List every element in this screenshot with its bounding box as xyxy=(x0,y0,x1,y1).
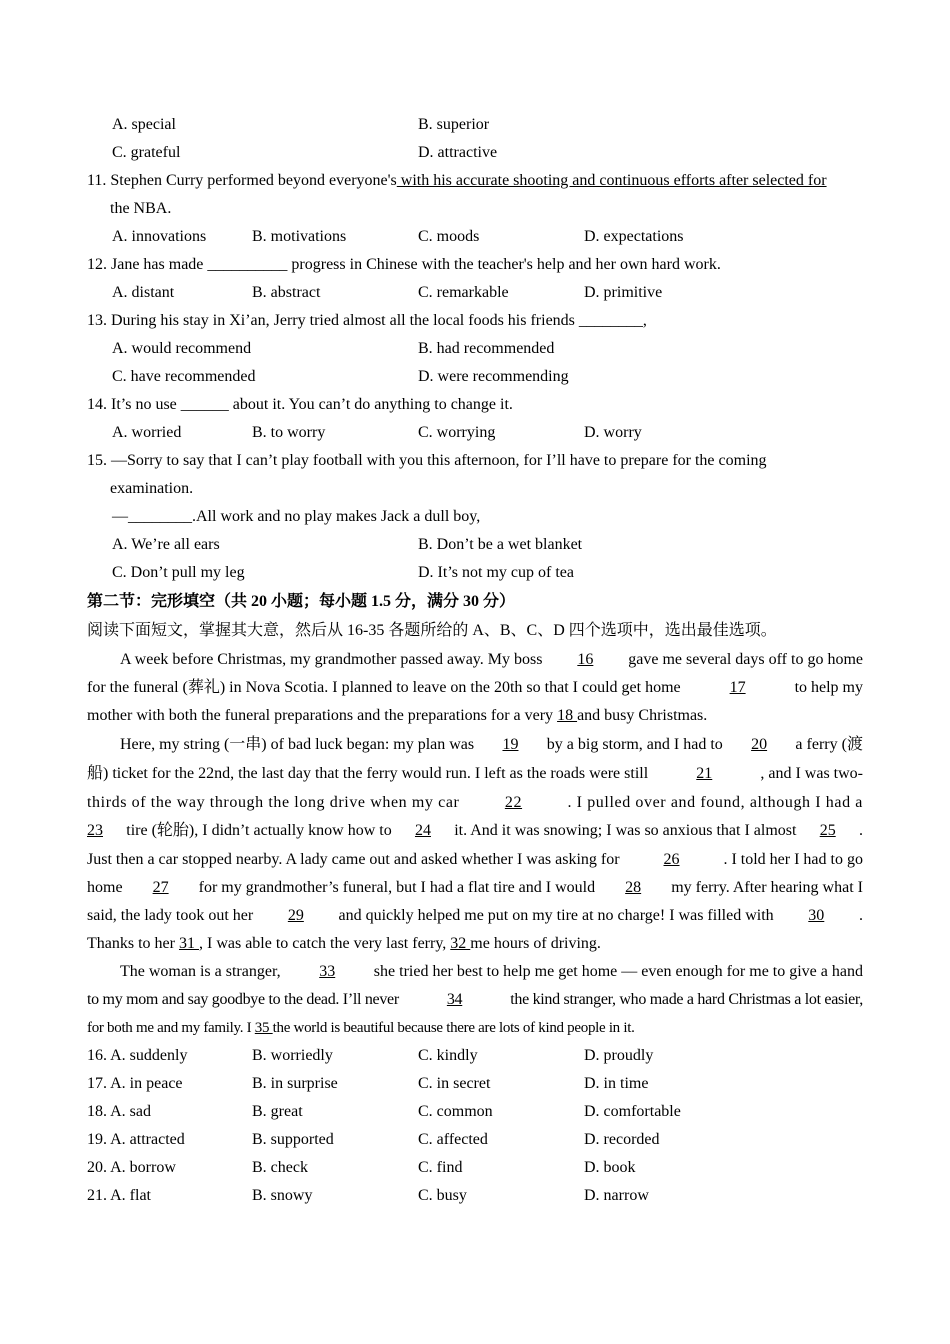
q15-stem-line2: examination. xyxy=(110,480,194,497)
blank-18: 18 xyxy=(557,707,578,724)
passage-line: 船) ticket for the 22nd, the last day that the ferry would run. I left as the roads were still 21 , and I was two- xyxy=(0,760,950,788)
q14-stem-text: 14. It’s no use ______ about it. You can’t do anything to change it. xyxy=(87,396,513,413)
q15-stem-text: 15. —Sorry to say that I can’t play football with you this afternoon, for I’ll have to prepare for the coming xyxy=(87,452,767,469)
q10-options-row1 xyxy=(0,111,950,139)
option-c: C. in secret xyxy=(418,1075,491,1092)
option-d: D. were recommending xyxy=(418,368,569,385)
option-a: 16. A. suddenly xyxy=(87,1047,188,1064)
passage-line: for both me and my family. I 35 the world is beautiful because there are lots of kind people in it. xyxy=(87,1020,635,1036)
passage-line: A week before Christmas, my grandmother passed away. My boss 16 gave me several days off to go home xyxy=(0,646,950,674)
options-row-17 xyxy=(0,1070,950,1098)
q11-stem-part1: 11. Stephen Curry performed beyond everyone's xyxy=(87,172,397,189)
option-d: D. worry xyxy=(584,424,642,441)
blank-31: 31 xyxy=(178,935,199,952)
option-c: C. kindly xyxy=(418,1047,478,1064)
option-c: C. busy xyxy=(418,1187,467,1204)
passage-line: said, the lady took out her 29 and quickly helped me put on my tire at no charge! I was filled with 30 . xyxy=(0,902,950,930)
options-row-18 xyxy=(0,1098,950,1126)
blank-19: 19 xyxy=(502,736,519,753)
option-b: B. had recommended xyxy=(418,340,555,357)
option-d: D. recorded xyxy=(584,1131,660,1148)
q14-options xyxy=(0,419,950,447)
option-a: 19. A. attracted xyxy=(87,1131,185,1148)
option-a: A. special xyxy=(112,116,176,133)
q12-stem xyxy=(0,251,950,279)
option-b: B. abstract xyxy=(252,284,321,301)
passage-line: Here, my string (一串) of bad luck began: my plan was 19 by a big storm, and I had to 20 a ferry (渡 xyxy=(0,731,950,759)
q15-options-row1 xyxy=(0,531,950,559)
blank-32: 32 xyxy=(450,935,471,952)
option-b: B. check xyxy=(252,1159,308,1176)
section-title: 第二节：完形填空（共 20 小题；每小题 1.5 分，满分 30 分） xyxy=(87,593,516,610)
blank-28: 28 xyxy=(625,879,642,896)
option-d: D. It’s not my cup of tea xyxy=(418,564,574,581)
option-a: A. would recommend xyxy=(112,340,252,357)
option-c: C. worrying xyxy=(418,424,496,441)
option-b: B. to worry xyxy=(252,424,326,441)
option-c: C. have recommended xyxy=(112,368,256,385)
q13-options-row2 xyxy=(0,363,950,391)
option-d: D. book xyxy=(584,1159,636,1176)
q13-options-row1 xyxy=(0,335,950,363)
option-b: B. supported xyxy=(252,1131,334,1148)
blank-34: 34 xyxy=(446,991,463,1008)
option-a: A. distant xyxy=(112,284,175,301)
section-instruction-row xyxy=(0,617,950,645)
passage-line: Just then a car stopped nearby. A lady came out and asked whether I was asking for 26 . I told her I had to go xyxy=(0,846,950,874)
option-c: C. moods xyxy=(418,228,480,245)
option-c: C. common xyxy=(418,1103,493,1120)
blank-23: 23 xyxy=(87,822,103,839)
option-a: 21. A. flat xyxy=(87,1187,151,1204)
option-c: C. find xyxy=(418,1159,463,1176)
q12-options xyxy=(0,279,950,307)
q13-stem xyxy=(0,307,950,335)
passage-line: for the funeral (葬礼) in Nova Scotia. I planned to leave on the 20th so that I could get home 17 to help my xyxy=(0,674,950,702)
blank-22: 22 xyxy=(504,794,523,811)
option-d: D. attractive xyxy=(418,144,498,161)
option-a: A. worried xyxy=(112,424,182,441)
option-d: D. primitive xyxy=(584,284,663,301)
option-d: D. proudly xyxy=(584,1047,654,1064)
option-a: A. innovations xyxy=(112,228,207,245)
q12-stem-text: 12. Jane has made __________ progress in Chinese with the teacher's help and her own hard work. xyxy=(87,256,721,273)
blank-17: 17 xyxy=(729,679,746,696)
options-row-16 xyxy=(0,1042,950,1070)
passage-line: Thanks to her 31 , I was able to catch the very last ferry, 32 me hours of driving. xyxy=(87,935,601,952)
passage-line: mother with both the funeral preparations and the preparations for a very 18 and busy Christmas. xyxy=(87,707,708,724)
passage-line: to my mom and say goodbye to the dead. I’ll never 34 the kind stranger, who made a hard Christmas a lot easier, xyxy=(0,986,950,1014)
option-b: B. motivations xyxy=(252,228,347,245)
option-b: B. Don’t be a wet blanket xyxy=(418,536,583,553)
q11-stem xyxy=(0,167,950,195)
options-row-20 xyxy=(0,1154,950,1182)
option-d: D. comfortable xyxy=(584,1103,681,1120)
passage-line: thirds of the way through the long drive when my car 22 . I pulled over and found, although I had a xyxy=(0,789,950,817)
passage-line: home 27 for my grandmother’s funeral, but I had a flat tire and I would 28 my ferry. After hearing what I xyxy=(0,874,950,902)
q10-options-row2 xyxy=(0,139,950,167)
option-b: B. snowy xyxy=(252,1187,313,1204)
options-row-21 xyxy=(0,1182,950,1210)
option-d: D. in time xyxy=(584,1075,649,1092)
option-c: C. Don’t pull my leg xyxy=(112,564,245,581)
blank-21: 21 xyxy=(696,765,713,782)
q15-reply-text: —________.All work and no play makes Jack a dull boy, xyxy=(112,508,481,525)
blank-20: 20 xyxy=(751,736,768,753)
blank-30: 30 xyxy=(808,907,825,924)
q15-reply xyxy=(0,503,950,531)
option-c: C. affected xyxy=(418,1131,488,1148)
q11-options xyxy=(0,223,950,251)
option-b: B. superior xyxy=(418,116,490,133)
section-title-row xyxy=(0,588,950,616)
blank-16: 16 xyxy=(577,651,594,668)
q15-stem xyxy=(0,447,950,475)
options-row-19 xyxy=(0,1126,950,1154)
q13-stem-text: 13. During his stay in Xi’an, Jerry tried almost all the local foods his friends ________, xyxy=(87,312,647,329)
passage-line: The woman is a stranger, 33 she tried her best to help me get home — even enough for me to give a hand xyxy=(0,958,950,986)
option-b: B. great xyxy=(252,1103,303,1120)
q11-stem-part2: with his accurate shooting and continuous efforts after selected for xyxy=(396,172,827,189)
q15-stem-cont xyxy=(0,475,950,503)
blank-25: 25 xyxy=(819,822,836,839)
blank-27: 27 xyxy=(152,879,169,896)
blank-33: 33 xyxy=(319,963,336,980)
q11-stem-cont xyxy=(0,195,950,223)
passage-line: 23 tire (轮胎), I didn’t actually know how to 24 it. And it was snowing; I was so anxious that I almost 25 . xyxy=(0,817,950,845)
blank-29: 29 xyxy=(287,907,304,924)
option-b: B. in surprise xyxy=(252,1075,338,1092)
blank-35: 35 xyxy=(254,1020,273,1036)
option-d: D. narrow xyxy=(584,1187,649,1204)
blank-24: 24 xyxy=(414,822,431,839)
option-c: C. grateful xyxy=(112,144,181,161)
option-a: 18. A. sad xyxy=(87,1103,151,1120)
option-a: 17. A. in peace xyxy=(87,1075,183,1092)
blank-26: 26 xyxy=(663,851,680,868)
q14-stem xyxy=(0,391,950,419)
q11-stem-line2: the NBA. xyxy=(110,200,172,217)
option-b: B. worriedly xyxy=(252,1047,333,1064)
option-c: C. remarkable xyxy=(418,284,509,301)
option-d: D. expectations xyxy=(584,228,684,245)
section-instruction: 阅读下面短文，掌握其大意，然后从 16-35 各题所给的 A、B、C、D 四个选项中，选出最佳选项。 xyxy=(87,622,777,639)
option-a: A. We’re all ears xyxy=(112,536,220,553)
option-a: 20. A. borrow xyxy=(87,1159,176,1176)
q15-options-row2 xyxy=(0,559,950,587)
